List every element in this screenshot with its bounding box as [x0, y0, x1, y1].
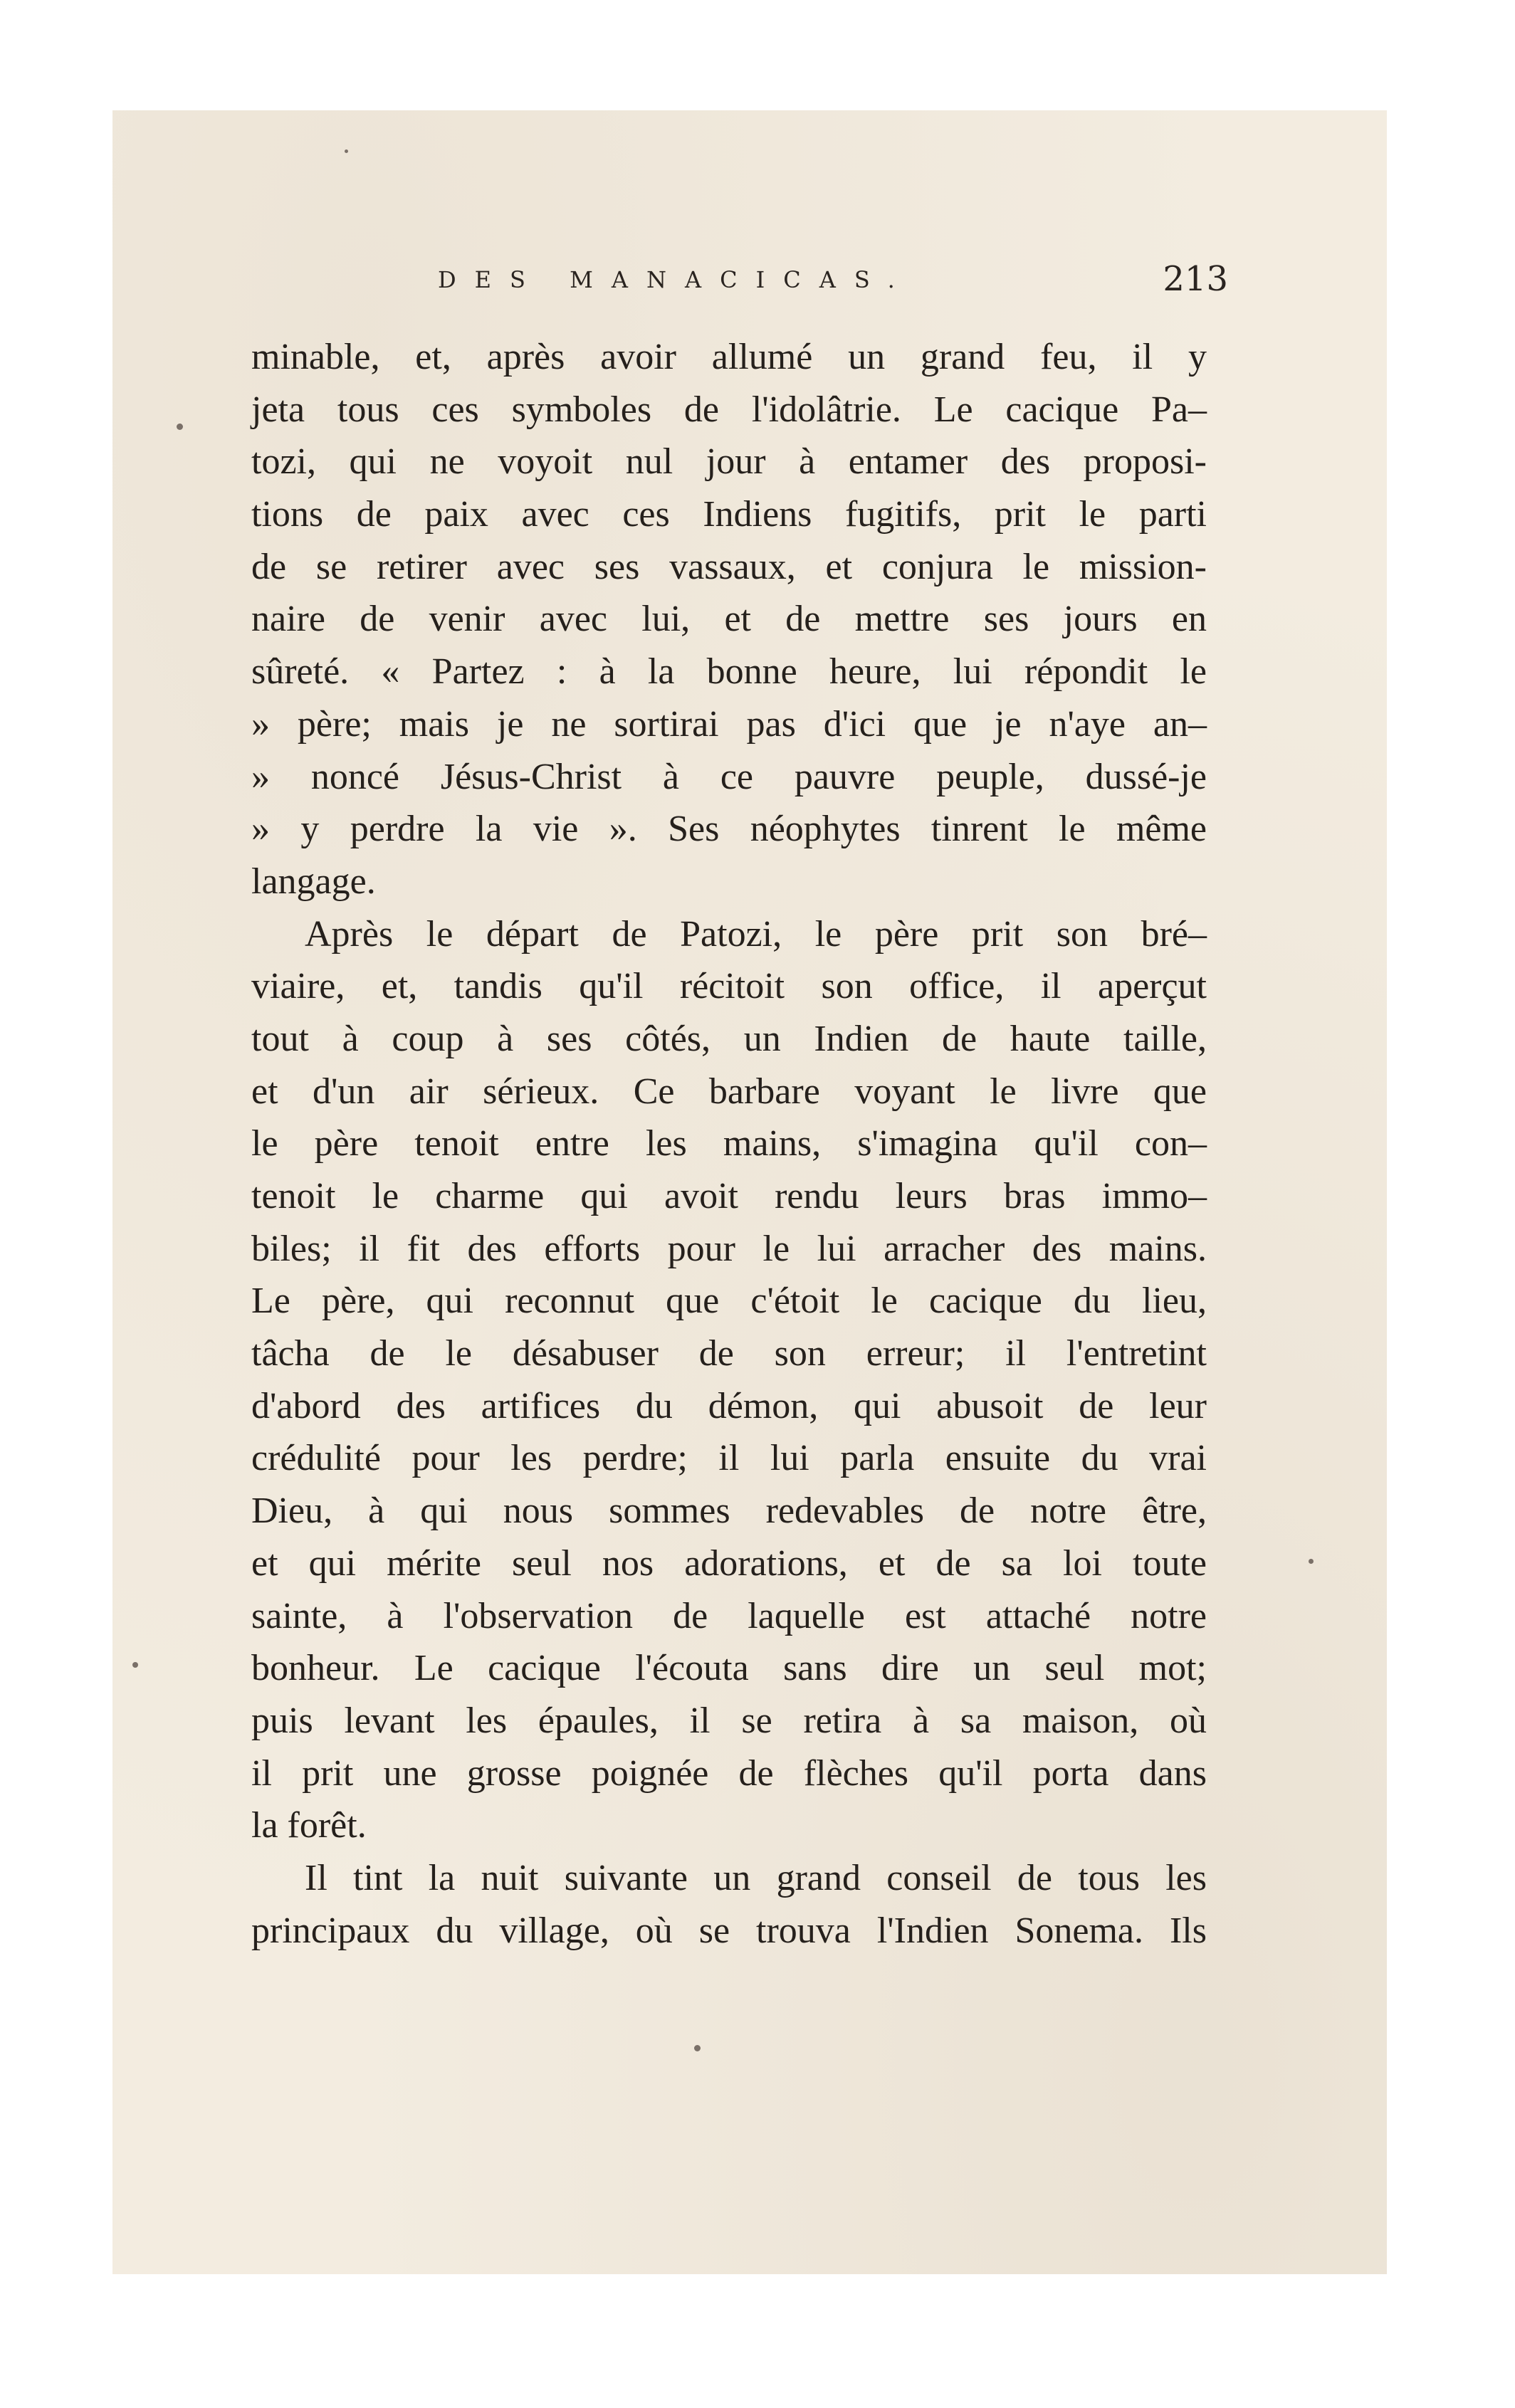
text-line: bonheur. Le cacique l'écouta sans dire un seul mot;: [251, 1648, 1207, 1689]
text-line: puis levant les épaules, il se retira à sa maison, où: [251, 1700, 1207, 1741]
paper-speck: [345, 149, 348, 153]
text-line: et d'un air sérieux. Ce barbare voyant le livre que: [251, 1071, 1207, 1112]
text-line: crédulité pour les perdre; il lui parla ensuite du vrai: [251, 1438, 1207, 1479]
paper-speck: [177, 424, 183, 430]
page-header: [335, 259, 1260, 306]
text-line: et qui mérite seul nos adorations, et de sa loi toute: [251, 1542, 1207, 1584]
text-line: naire de venir avec lui, et de mettre ses jours en: [251, 599, 1207, 640]
text-line: tions de paix avec ces Indiens fugitifs, prit le parti: [251, 494, 1207, 535]
text-line: tenoit le charme qui avoit rendu leurs bras immo–: [251, 1176, 1207, 1216]
text-line: jeta tous ces symboles de l'idolâtrie. Le cacique Pa–: [251, 389, 1207, 430]
text-line: langage.: [251, 861, 376, 902]
body-text: [251, 331, 1207, 1957]
text-line: Il tint la nuit suivante un grand conseil de tous les: [305, 1857, 1207, 1898]
text-line: tozi, qui ne voyoit nul jour à entamer des proposi-: [251, 441, 1207, 483]
text-line: viaire, et, tandis qu'il récitoit son office, il aperçut: [251, 966, 1207, 1007]
text-line: tout à coup à ses côtés, un Indien de haute taille,: [251, 1018, 1207, 1059]
text-line: » père; mais je ne sortirai pas d'ici que je n'aye an–: [251, 703, 1207, 745]
text-line: sûreté. « Partez : à la bonne heure, lui répondit le: [251, 651, 1207, 693]
text-line: » noncé Jésus-Christ à ce pauvre peuple, dussé-je: [251, 756, 1207, 797]
text-line: d'abord des artifices du démon, qui abusoit de leur: [251, 1385, 1207, 1426]
text-line: tâcha de le désabuser de son erreur; il l'entretint: [251, 1333, 1207, 1374]
text-line: Le père, qui reconnut que c'étoit le cacique du lieu,: [251, 1281, 1207, 1322]
text-line: biles; il fit des efforts pour le lui arracher des mains.: [251, 1228, 1207, 1269]
running-head: DES MANACICAS.: [438, 266, 913, 293]
paper-speck: [694, 2045, 701, 2051]
text-line: principaux du village, où se trouva l'Indien Sonema. Ils: [251, 1910, 1207, 1951]
page-number: 213: [1163, 259, 1228, 299]
text-line: Dieu, à qui nous sommes redevables de notre être,: [251, 1490, 1207, 1532]
text-line: le père tenoit entre les mains, s'imagina qu'il con–: [251, 1123, 1207, 1164]
text-line: de se retirer avec ses vassaux, et conjura le mission-: [251, 546, 1207, 587]
paper-speck: [132, 1662, 138, 1668]
text-line: sainte, à l'observation de laquelle est attaché notre: [251, 1595, 1207, 1636]
text-line: la forêt.: [251, 1805, 367, 1846]
text-line: Après le départ de Patozi, le père prit son bré–: [305, 913, 1207, 955]
text-line: il prit une grosse poignée de flèches qu'il porta dans: [251, 1752, 1207, 1794]
text-line: » y perdre la vie ». Ses néophytes tinrent le même: [251, 809, 1207, 850]
paper-speck: [1309, 1559, 1314, 1564]
text-line: minable, et, après avoir allumé un grand feu, il y: [251, 337, 1207, 377]
